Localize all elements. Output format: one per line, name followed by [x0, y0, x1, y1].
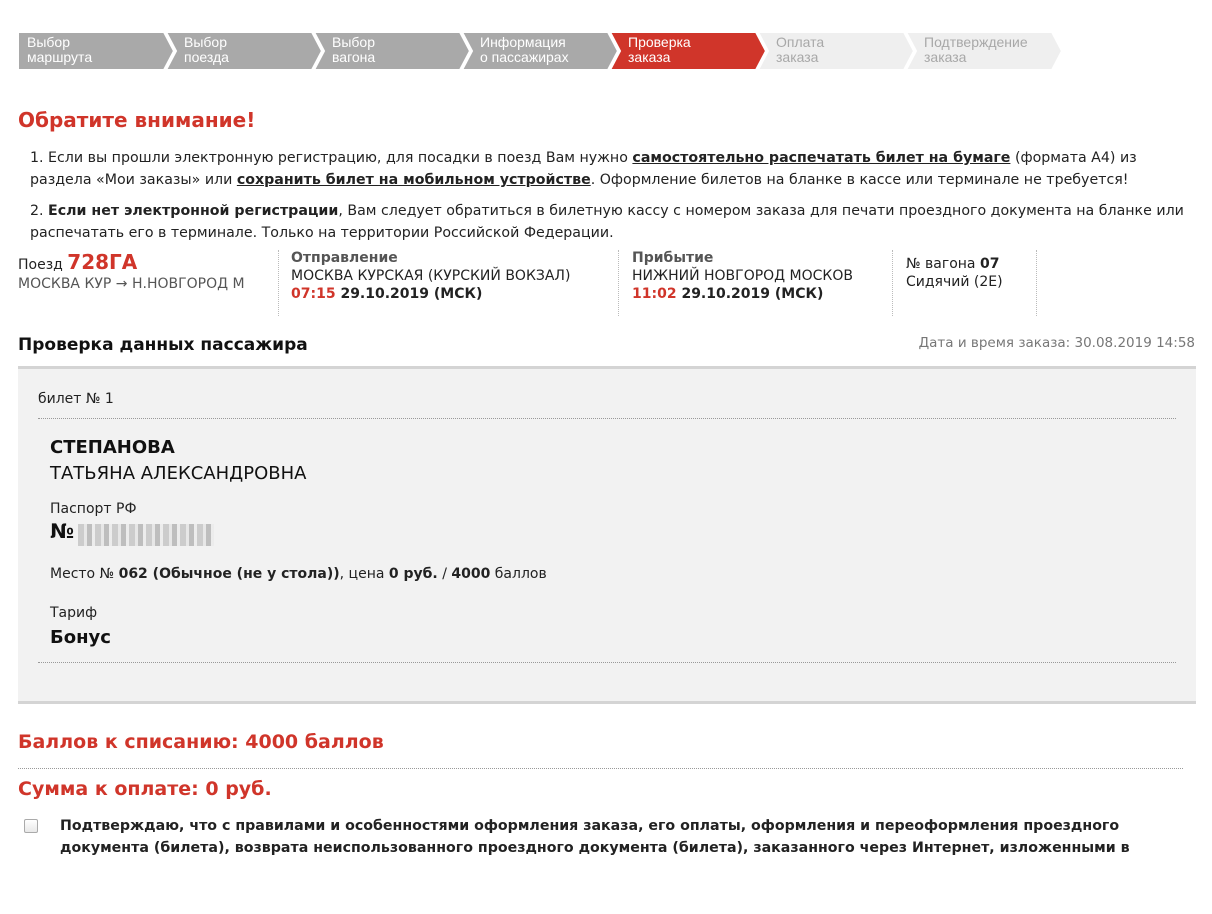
document-type: Паспорт РФ [50, 501, 137, 517]
departure-station: МОСКВА КУРСКАЯ (КУРСКИЙ ВОКЗАЛ) [291, 268, 571, 284]
save-mobile-link[interactable]: сохранить билет на мобильном устройстве [236, 172, 591, 188]
arrival-time: 11:02 [632, 286, 677, 302]
train-info: Поезд 728ГА МОСКВА КУР → Н.НОВГОРОД М [18, 250, 245, 292]
departure-info: Отправление МОСКВА КУРСКАЯ (КУРСКИЙ ВОКЗАЛ) 07:15 29.10.2019 (МСК) [291, 250, 571, 302]
notice-paragraph-1: 1. Если вы прошли электронную регистрацию, для посадки в поезд Вам нужно самостоятельно распечатать билет на бумаге (формата А4) из раздела «Мои заказы» или сохранить билет на мобильном устройстве. Оформление билетов на бланке в кассе или терминале не требуется! [30, 150, 1137, 188]
step-5 [610, 32, 766, 70]
step-3[interactable] [314, 32, 470, 70]
passenger-surname: СТЕПАНОВА [50, 437, 175, 458]
step-6 [758, 32, 914, 70]
seat-value: 062 (Обычное (не у стола)) [118, 566, 340, 582]
divider [892, 250, 893, 316]
seat-info: Место № 062 (Обычное (не у стола)), цена 0 руб. / 4000 баллов [50, 566, 547, 582]
divider [38, 662, 1176, 663]
divider [618, 250, 619, 316]
passenger-given-name: ТАТЬЯНА АЛЕКСАНДРОВНА [50, 463, 307, 484]
price-value: 0 руб. [388, 566, 438, 582]
section-title: Проверка данных пассажира [18, 335, 308, 355]
notice-paragraph-2: 2. Если нет электронной регистрации, Вам следует обратиться в билетную кассу с номером заказа для печати проездного документа на бланке или распечатать его в терминале. Только на территории Российской Федерации. [30, 203, 1184, 241]
notice-title: Обратите внимание! [18, 108, 256, 132]
document-number-redacted [78, 524, 214, 546]
step-label-line2: поезда [184, 49, 229, 65]
step-label-line2: вагона [332, 49, 376, 65]
step-2[interactable] [166, 32, 322, 70]
arrival-date: 29.10.2019 (МСК) [681, 286, 824, 302]
confirm-checkbox[interactable] [24, 819, 38, 833]
step-4[interactable] [462, 32, 618, 70]
ticket-number: билет № 1 [38, 391, 114, 407]
print-ticket-link[interactable]: самостоятельно распечатать билет на бумаге [632, 150, 1011, 166]
tariff-value: Бонус [50, 627, 111, 648]
divider [18, 768, 1183, 769]
amount-to-pay: Сумма к оплате: 0 руб. [18, 778, 272, 800]
step-label-line2: заказа [924, 49, 967, 65]
car-type: Сидячий (2Е) [906, 274, 1003, 290]
step-label-line1: Проверка [628, 34, 691, 50]
departure-date: 29.10.2019 (МСК) [340, 286, 483, 302]
arrival-station: НИЖНИЙ НОВГОРОД МОСКОВ [632, 268, 853, 284]
passenger-panel [18, 366, 1196, 704]
train-number: 728ГА [67, 250, 138, 274]
train-route: МОСКВА КУР → Н.НОВГОРОД М [18, 276, 245, 292]
step-label-line1: Выбор [184, 34, 227, 50]
departure-time: 07:15 [291, 286, 336, 302]
step-label-line1: Выбор [332, 34, 375, 50]
step-label-line2: заказа [776, 49, 819, 65]
order-datetime: Дата и время заказа: 30.08.2019 14:58 [918, 335, 1195, 351]
step-label-line2: о пассажирах [480, 49, 569, 65]
step-label-line2: маршрута [27, 49, 93, 65]
step-label-line1: Выбор [27, 34, 70, 50]
step-label-line1: Подтверждение [924, 34, 1028, 50]
arrival-info: Прибытие НИЖНИЙ НОВГОРОД МОСКОВ 11:02 29.10.2019 (МСК) [632, 250, 853, 302]
points-value: 4000 [451, 566, 491, 582]
document-number-prefix: № [50, 519, 75, 543]
divider [38, 418, 1176, 419]
divider [278, 250, 279, 316]
step-label-line2: заказа [628, 49, 671, 65]
step-label-line1: Оплата [776, 34, 825, 50]
car-info: № вагона 07 Сидячий (2Е) [906, 256, 1003, 290]
car-number: 07 [979, 256, 1000, 272]
progress-steps [18, 32, 1058, 70]
tariff-label: Тариф [50, 605, 98, 621]
divider [1036, 250, 1037, 316]
confirm-text: Подтверждаю, что с правилами и особенностями оформления заказа, его оплаты, оформления и переоформления проездного документа (билета), возврата неиспользованного проездного документа (билета), заказанного через Интернет, изложенными в [60, 818, 1130, 856]
step-1[interactable] [18, 32, 174, 70]
points-to-debit: Баллов к списанию: 4000 баллов [18, 731, 384, 753]
step-7 [906, 32, 1062, 70]
step-label-line1: Информация [480, 34, 566, 50]
